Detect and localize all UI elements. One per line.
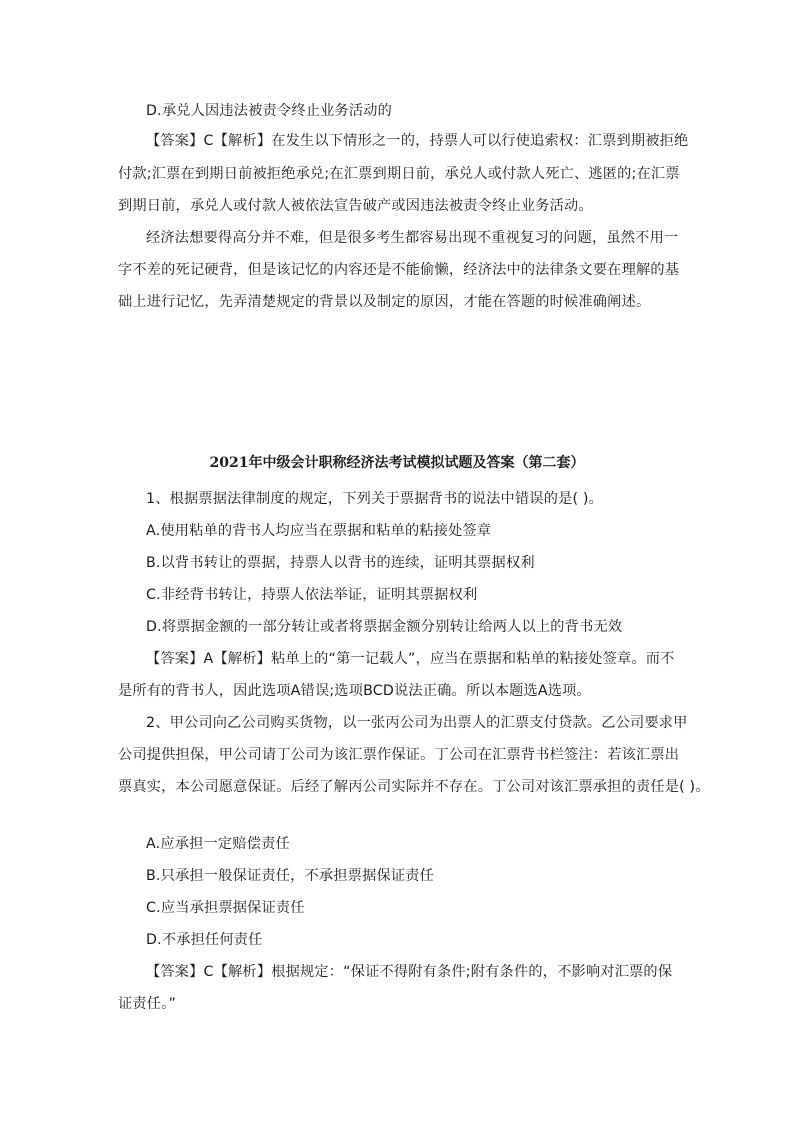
option-c: C.应当承担票据保证责任 [146,900,305,916]
answer-line: 【答案】C【解析】在发生以下情形之一的，持票人可以行使追索权：汇票到期被拒绝 [146,133,689,149]
question-stem: 公司提供担保，甲公司请丁公司为该汇票作保证。丁公司在汇票背书栏签注：若该汇票出 [118,747,680,763]
document-title: 2021年中级会计职称经济法考试模拟试题及答案（第二套） [209,455,585,471]
question-stem: 票真实，本公司愿意保证。后经了解丙公司实际并不存在。丁公司对该汇票承担的责任是( )。 [118,779,710,795]
question-stem: 1、根据票据法律制度的规定，下列关于票据背书的说法中错误的是( )。 [146,491,604,507]
option-b: B.以背书转让的票据，持票人以背书的连续，证明其票据权利 [146,555,535,571]
option-d: D.将票据金额的一部分转让或者将票据金额分别转让给两人以上的背书无效 [146,619,623,635]
answer-line: 到期日前，承兑人或付款人被依法宣告破产或因违法被责令终止业务活动。 [118,198,593,214]
answer-line: 是所有的背书人，因此选项A错误;选项BCD说法正确。所以本题选A选项。 [118,683,591,699]
answer-line: 【答案】A【解析】粘单上的“第一记载人”，应当在票据和粘单的粘接处签章。而不 [146,651,675,667]
option-b: B.只承担一般保证责任，不承担票据保证责任 [146,868,435,884]
advice-line: 础上进行记忆，先弄清楚规定的背景以及制定的原因，才能在答题的时候准确阐述。 [118,294,651,310]
question-stem: 2、甲公司向乙公司购买货物，以一张丙公司为出票人的汇票支付贷款。乙公司要求甲 [146,715,688,731]
advice-line: 字不差的死记硬背，但是该记忆的内容还是不能偷懒，经济法中的法律条文要在理解的基 [118,262,680,278]
option-a: A.应承担一定赔偿责任 [146,836,290,852]
option-d: D.承兑人因违法被责令终止业务活动的 [146,103,393,119]
answer-line: 【答案】C【解析】根据规定：“保证不得附有条件;附有条件的，不影响对汇票的保 [146,964,673,980]
answer-line: 证责任。” [118,996,177,1012]
option-c: C.非经背书转让，持票人依法举证，证明其票据权利 [146,587,478,603]
advice-line: 经济法想要得高分并不难，但是很多考生都容易出现不重视复习的问题，虽然不用一 [146,230,679,246]
option-a: A.使用粘单的背书人均应当在票据和粘单的粘接处签章 [146,523,492,539]
option-d: D.不承担任何责任 [146,932,263,948]
answer-line: 付款;汇票在到期日前被拒绝承兑;在汇票到期日前，承兑人或付款人死亡、逃匿的;在汇票 [118,166,680,182]
